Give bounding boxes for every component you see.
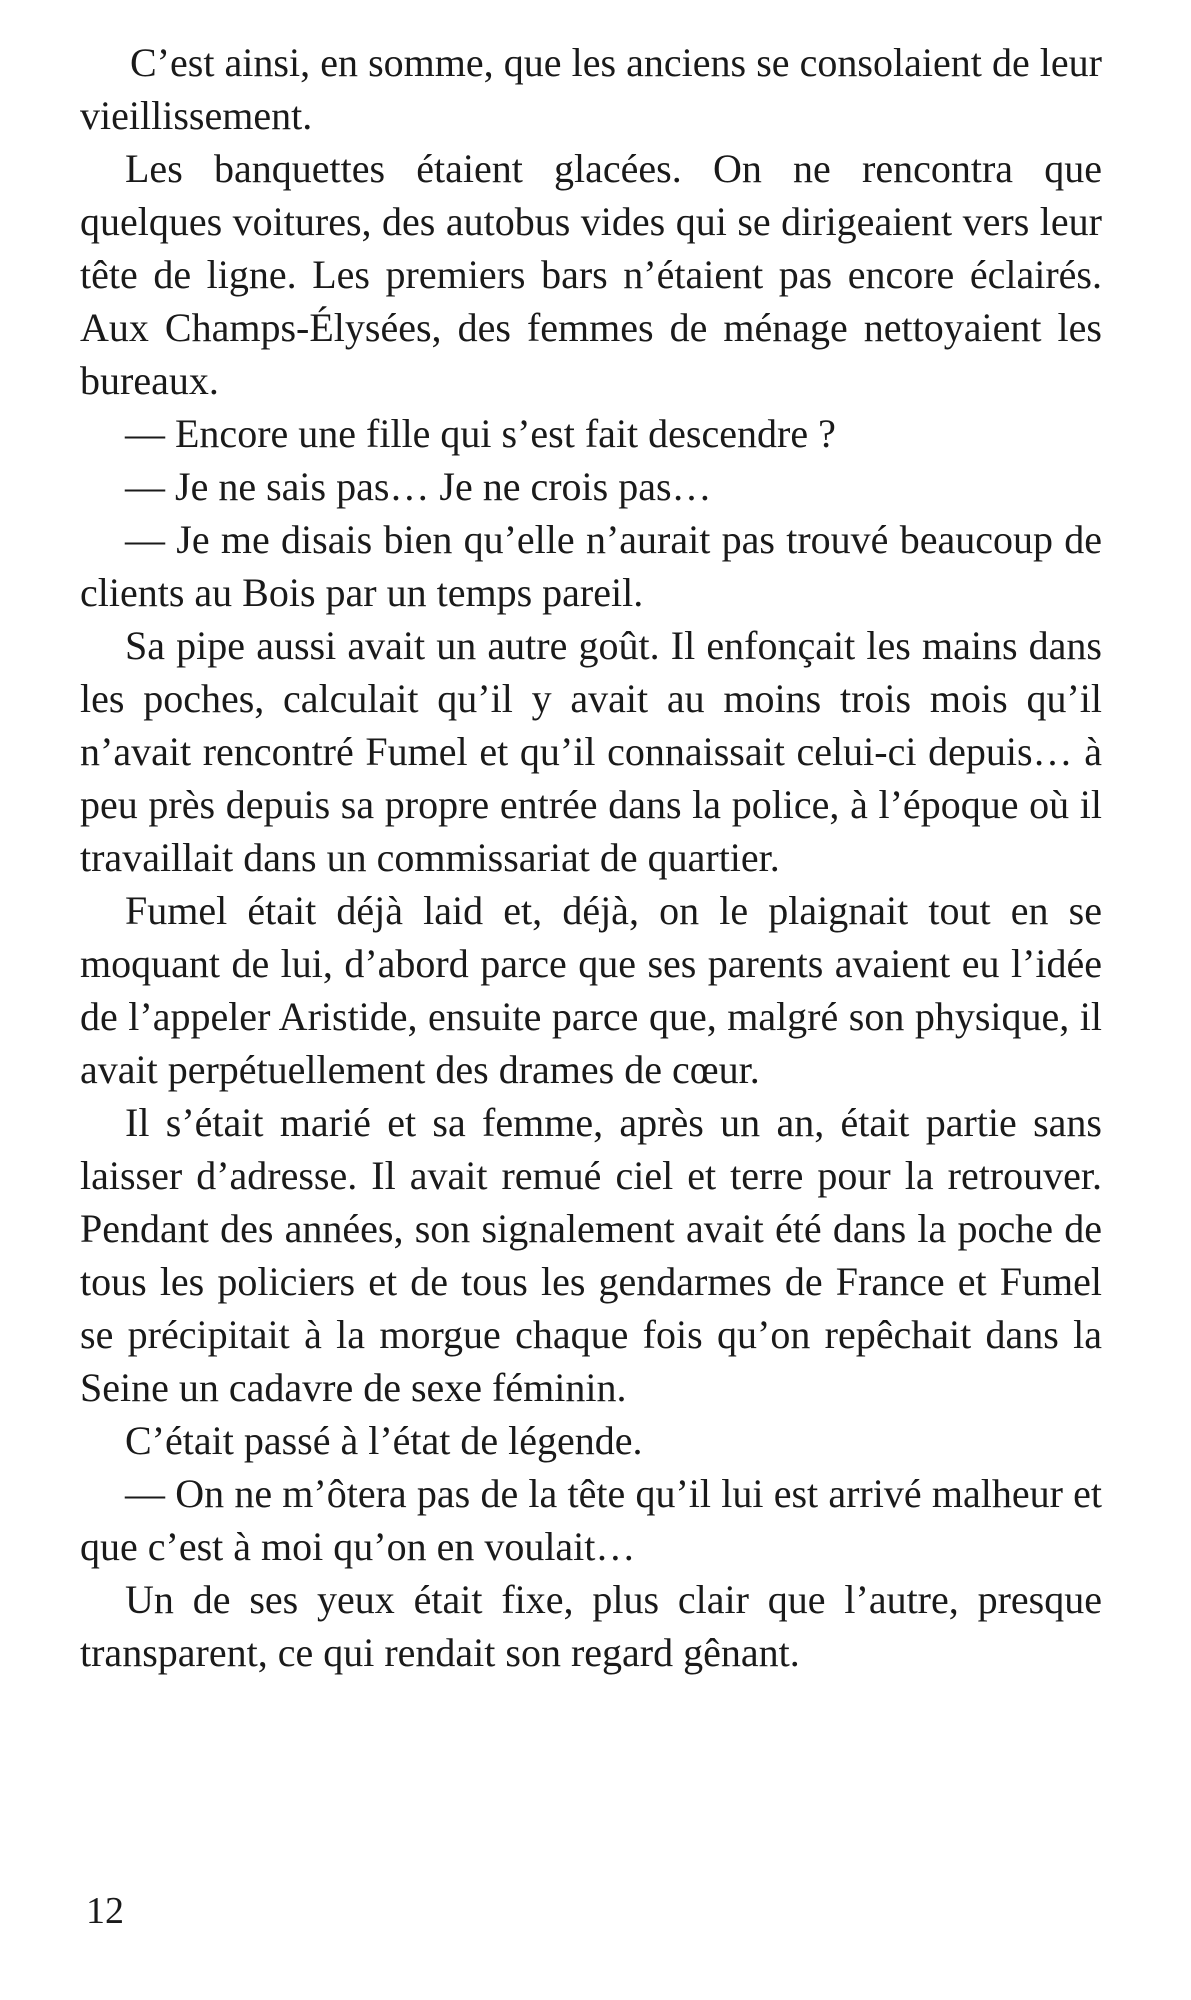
paragraph-3: — Encore une fille qui s’est fait descendre ? <box>125 411 836 456</box>
page-text <box>80 36 1102 1679</box>
paragraph-10: — On ne m’ôtera pas de la tête qu’il lui est arrivé malheur et que c’est à moi qu’on en voulait… <box>80 1471 1102 1569</box>
paragraph-7: Fumel était déjà laid et, déjà, on le plaignait tout en se moquant de lui, d’abord parce que ses parents avaient eu l’idée de l’appeler Aristide, ensuite parce que, malgré son physique, il avait perpétuellement des drames de cœur. <box>80 888 1102 1092</box>
paragraph-11: Un de ses yeux était fixe, plus clair que l’autre, presque transparent, ce qui rendait son regard gênant. <box>80 1577 1102 1675</box>
paragraph-2: Les banquettes étaient glacées. On ne rencontra que quelques voitures, des autobus vides qui se dirigeaient vers leur tête de ligne. Les premiers bars n’étaient pas encore éclairés. Aux Champs-Élysées, des femmes de ménage nettoyaient les bureaux. <box>80 146 1102 403</box>
paragraph-4: — Je ne sais pas… Je ne crois pas… <box>125 464 712 509</box>
paragraph-5: — Je me disais bien qu’elle n’aurait pas trouvé beaucoup de clients au Bois par un temps pareil. <box>80 517 1102 615</box>
paragraph-6: Sa pipe aussi avait un autre goût. Il enfonçait les mains dans les poches, calculait qu’il y avait au moins trois mois qu’il n’avait rencontré Fumel et qu’il connaissait celui-ci depuis… à peu près depuis sa propre entrée dans la police, à l’époque où il travaillait dans un commissariat de quartier. <box>80 623 1102 880</box>
paragraph-1: C’est ainsi, en somme, que les anciens se consolaient de leur vieillissement. <box>80 40 1102 138</box>
page-number: 12 <box>86 1890 124 1932</box>
paragraph-8: Il s’était marié et sa femme, après un an, était partie sans laisser d’adresse. Il avait remué ciel et terre pour la retrouver. Pendant des années, son signalement avait été dans la poche de tous les policiers et de tous les gendarmes de France et Fumel se précipitait à la morgue chaque fois qu’on repêchait dans la Seine un cadavre de sexe féminin. <box>80 1100 1102 1410</box>
paragraph-9: C’était passé à l’état de légende. <box>125 1418 643 1463</box>
